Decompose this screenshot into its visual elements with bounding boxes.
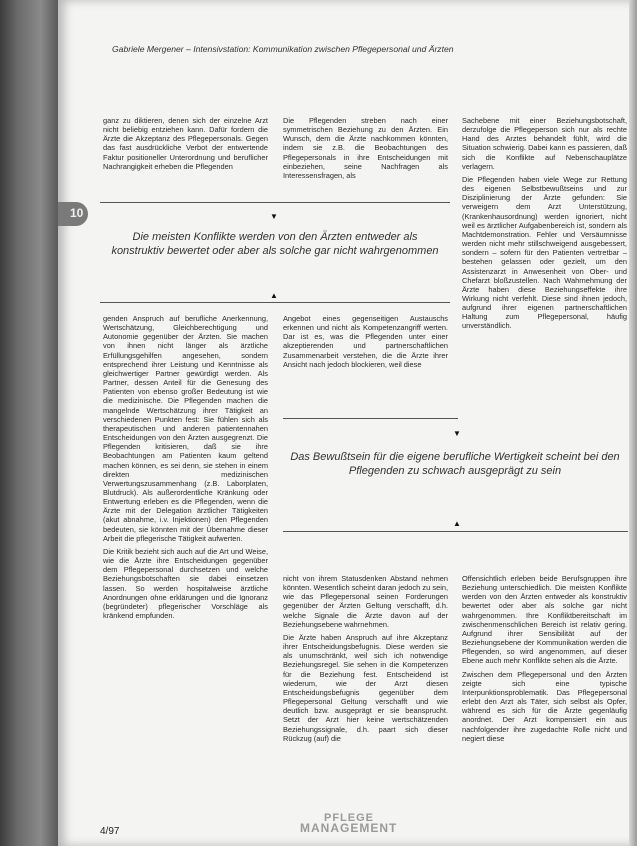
page-folio: 4/97 (100, 826, 120, 837)
journal-logo (300, 813, 397, 833)
text-column-bottom-mid (283, 574, 448, 747)
triangle-down-icon: ▼ (453, 429, 461, 438)
paragraph: Zwischen dem Pflegepersonal und den Ärzten zeigte sich eine typische Interpunktionsproblematik. Das Pflegepersonal erlebt den Arzt als Täter, sich selbst als Opfer, während es sich für die Ärzte gegenläufig anordnet. Der Arzt kompensiert ein aus nachfolgender ihre zugedachte Rolle nicht und negiert diese (462, 669, 627, 743)
text-column-mid-left (103, 314, 268, 624)
paragraph: Sachebene mit einer Beziehungsbotschaft, derzufolge die Pflegeperson sich nur als rechte Hand des Arztes behandelt fühlt, wird die Situation schwierig. Dabei kann es passieren, daß sich die Konflikte auf Nebenschauplätze verlagern. (462, 116, 627, 171)
pull-quote-rule-top (283, 418, 458, 419)
text-column-bottom-right (462, 574, 627, 747)
text-column-top-left: ganz zu diktieren, denen sich der einzelne Arzt nicht beliebig entziehen kann. Dafür fordern die Ärzte die Akzeptanz des Pflegepersonals. Gegen das fast ausdrückliche Verbot der entwertende Faktur positioneller Unterordnung und beruflicher Nachrangigkeit erheben die Pflegenden (103, 116, 268, 171)
text-column-mid-mid: Angebot eines gegenseitigen Austauschs erkennen und nicht als Kompetenzangriff werten. Dar ist es, was die Pflegenden unter einer akzeptierenden und partnerschaftlichen Zusammenarbeit verstehen, die die Ärzte ihrer Ansicht nach jedoch blockieren, weil diese (283, 314, 448, 369)
paragraph: Offensichtlich erleben beide Berufsgruppen ihre Beziehung unterschiedlich. Die meisten Konflikte werden von den Ärzten entweder als konstruktiv bewertet oder aber als solche gar nicht wahrgenommen. Ihre Konfliktbereitschaft im zwischenmenschlichen Bereich ist relativ gering. Aufgrund ihrer Sensibilität auf der Beziehungsebene der Kommunikation werden die Pflegenden, so wird angenommen, auf dieser Ebene auch mehr Konflikte sehen als die Ärzte. (462, 574, 627, 666)
logo-line-2: MANAGEMENT (300, 821, 398, 835)
triangle-up-icon: ▲ (453, 519, 461, 528)
text-column-right (462, 116, 627, 335)
paragraph: Die Ärzte haben Anspruch auf ihre Akzeptanz ihrer Entscheidungsbefugnis. Diese werden sie als unumschränkt, weil sich ich notwendige Beziehungsregel. Sie sehen in die Kompetenzen für die Beziehung fest. Entscheidend ist wiederum, wie der Arzt diesen Entscheidungsbefugnis gegenüber dem Pflegepersonal Geltung verschafft und wie deutlich bzw. ausgeprägt er sie beansprucht. Setzt der Arzt hier keine wertschätzenden Beziehungssignale, d.h. paart sich dieser Rückzug (auf) die (283, 632, 448, 743)
page-tab-number: 10 (70, 206, 84, 220)
triangle-up-icon: ▲ (270, 291, 278, 300)
pull-quote-rule-bottom (100, 302, 450, 303)
text-column-top-mid: Die Pflegenden streben nach einer symmetrischen Beziehung zu den Ärzten. Ein Wunsch, dem die Ärzte nachkommen könnten, indem sie z.B. die Beobachtungen des Pflegepersonals in ihre Entscheidungen mit einbeziehen, seine Nachfragen als Interessensfragen, als (283, 116, 448, 180)
paragraph: Die Pflegenden haben viele Wege zur Rettung des eigenen Selbstbewußtseins und zur Disziplinierung der Ärzte gefunden: Sie verweigern dem Arzt Unterstützung, (Krankenhausordnung) werden ignoriert, nicht weil es ärztlicher Aufgabenbereich ist, sondern als Machtdemonstration. Fehler und Versäumnisse werden nicht mehr stillschweigend ausgebessert, sondern – sofern für den Patienten vertretbar – bestehen gelassen oder gezielt, um den Assistenzarzt in Anwesenheit von Ober- und Chefarzt bloßzustellen. Nach Wahrnehmung der Ärzte haben diese Beziehungseffekte ihre Wirkung nicht verfehlt. Diese sind ihnen jedoch, aufgrund ihrer eigenen partnerschaftlichen Haltung zum Pflegepersonal, häufig unverständlich. (462, 174, 627, 331)
pull-quote: Das Bewußtsein für die eigene berufliche Wertigkeit scheint bei den Pflegenden zu schwach ausgeprägt zu sein (290, 451, 620, 477)
pull-quote-rule-bottom (283, 531, 628, 532)
pull-quote-rule-top (100, 202, 450, 203)
running-head: Gabriele Mergener – Intensivstation: Kommunikation zwischen Pflegepersonal und Ärzten (112, 44, 454, 54)
paragraph: genden Anspruch auf berufliche Anerkennung, Wertschätzung, Gleichberechtigung und Autonomie gegenüber der Ärzten. Sie machen von ihnen nicht länger als ärztliche Erfüllungsgehilfen angesehen, sondern entsprechend ihrer Leistung und Kenntnisse als gleichwertiger Partner gewürdigt werden. Als Partner, dessen Anteil für die Genesung des Patienten von ebenso großer Bedeutung ist wie die medizinische. Die Pflegenden machen die mangelnde Wertschätzung ihrer Tätigkeit an verschiedenen Punkten fest: Sie fühlen sich als therapeutischen und anderen patientennahen Entscheidungen von den Ärzten ausgegrenzt. Die Pflegenden kritisieren, daß sie ihre Beobachtungen am Patienten kaum geltend machen können, es sei denn, sie stehen in einem direkten medizinischen Verwertungszusammenhang (z.B. Laborplaten, Blutdruck). Als außerordentliche Kränkung oder Entwertung erleben es die Pflegenden, wenn die Ärzte mit der Delegation ärztlicher Tätigkeiten (akut abnahme, i.v. Injektionen) den Pflegenden bedeuten, sie könnten mit der Übernahme dieser Arbeit die pflegerische Tätigkeit aufwerten. (103, 314, 268, 543)
paragraph: Die Kritik bezieht sich auch auf die Art und Weise, wie die Ärzte ihre Entscheidungen gegenüber dem Pflegepersonal durchsetzen und welche Beziehungsbotschaften sie dabei einsetzen lassen. So werden hospitalweise ärztliche Anordnungen ohne erklärungen und die Ignoranz (begründeter) pflegerischer Vorschläge als kränkend empfunden. (103, 546, 268, 620)
page-edge-shadow (629, 0, 637, 846)
triangle-down-icon: ▼ (270, 212, 278, 221)
logo-line-1: PFLEGE (324, 812, 375, 824)
paragraph: nicht von ihrem Statusdenken Abstand nehmen könnten. Wesentlich scheint daran jedoch zu sein, wie das Pflegepersonal seinen Forderungen gegenüber der Ärzten Geltung verschafft, d.h. welche Signale die Ärzte davon auf der Beziehungsebene wahrnehmen. (283, 574, 448, 629)
pull-quote: Die meisten Konflikte werden von den Ärzten entweder als konstruktiv bewertet oder aber als solche gar nicht wahrgenommen (111, 231, 439, 257)
binding-gutter (0, 0, 58, 846)
